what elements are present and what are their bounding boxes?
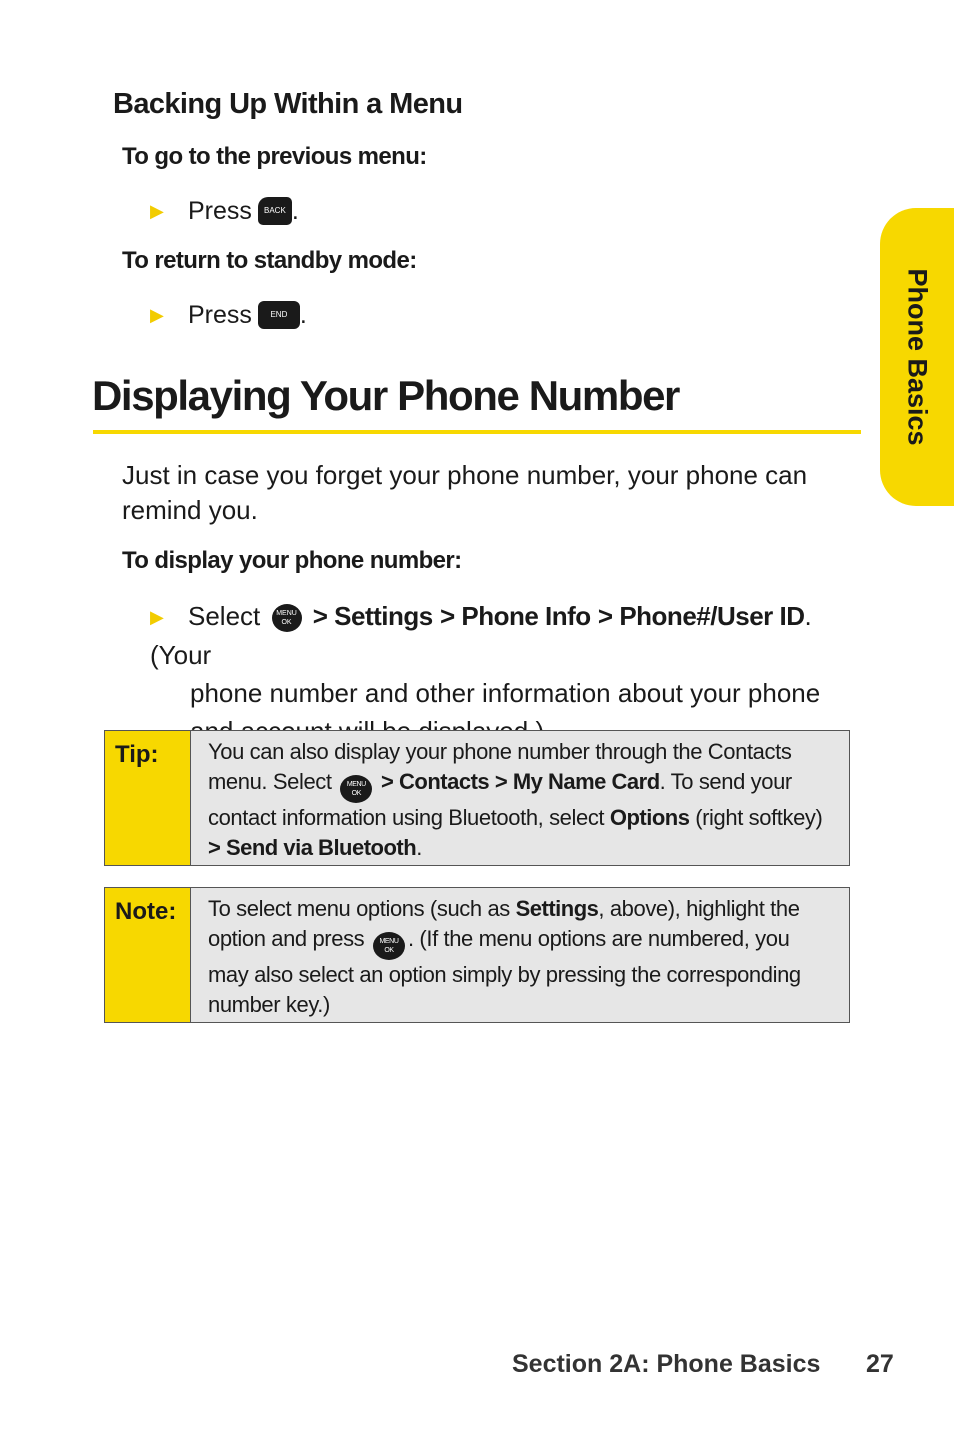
bullet-arrow-icon: ▶ <box>150 607 164 627</box>
path-settings: > Settings <box>312 601 433 631</box>
intro-paragraph: Just in case you forget your phone number, your phone can remind you. <box>122 460 808 525</box>
standby-label: To return to standby mode: <box>122 247 417 274</box>
tip-box <box>104 730 850 866</box>
menu-ok-key-icon: MENU OK <box>340 775 372 803</box>
note-text: To select menu options (such as Settings, above), highlight the option and press MENU OK . (If the menu options are numbered, you may also select an option simply by pressing the corresponding number key.) <box>208 896 801 1017</box>
options-softkey-text: Options <box>609 805 690 830</box>
tip-text: You can also display your phone number through the Contacts menu. Select MENU OK > Contacts > My Name Card. To send your contact information using Bluetooth, select Options (right softkey) > Send via Bluetooth. <box>208 739 823 860</box>
step-standby: ▶ Press END . <box>150 300 307 329</box>
section-side-tab <box>880 208 954 506</box>
select-text: Select <box>188 601 261 631</box>
note-label: Note: <box>105 888 191 1022</box>
press-text: Press <box>188 300 252 329</box>
step-select: ▶ Select MENU OK > Settings > Phone Info > Phone#/User ID. (Your phone number and other information about your phone <box>150 597 865 750</box>
bullet-arrow-icon: ▶ <box>150 304 164 325</box>
menu-ok-key-icon: MENU OK <box>373 932 405 960</box>
note-box <box>104 887 850 1023</box>
path-my-name-card: > My Name Card <box>494 769 660 794</box>
footer-section-name: Section 2A: Phone Basics <box>512 1350 821 1378</box>
footer-page-number: 27 <box>866 1350 894 1378</box>
page-title: Displaying Your Phone Number <box>92 372 680 419</box>
path-send-via-bluetooth: > Send via Bluetooth <box>208 835 417 860</box>
back-key-icon: BACK <box>258 197 292 225</box>
path-phone-info: > Phone Info <box>439 601 591 631</box>
title-underline <box>93 430 861 434</box>
path-user-id: > Phone#/User ID <box>597 601 805 631</box>
tip-label: Tip: <box>105 731 191 865</box>
step-previous-menu: ▶ Press BACK . <box>150 196 299 225</box>
bullet-arrow-icon: ▶ <box>150 200 164 221</box>
previous-menu-label: To go to the previous menu: <box>122 143 427 170</box>
menu-ok-key-icon: MENU OK <box>272 604 302 632</box>
display-number-label: To display your phone number: <box>122 547 462 574</box>
section-heading: Backing Up Within a Menu <box>113 88 463 120</box>
select-line-2: phone number and other information about your phone <box>190 678 821 708</box>
press-text: Press <box>188 196 252 225</box>
side-tab-label: Phone Basics <box>902 268 933 446</box>
path-contacts: > Contacts <box>381 769 490 794</box>
settings-term: Settings <box>515 896 599 921</box>
end-key-icon: END <box>258 301 300 329</box>
